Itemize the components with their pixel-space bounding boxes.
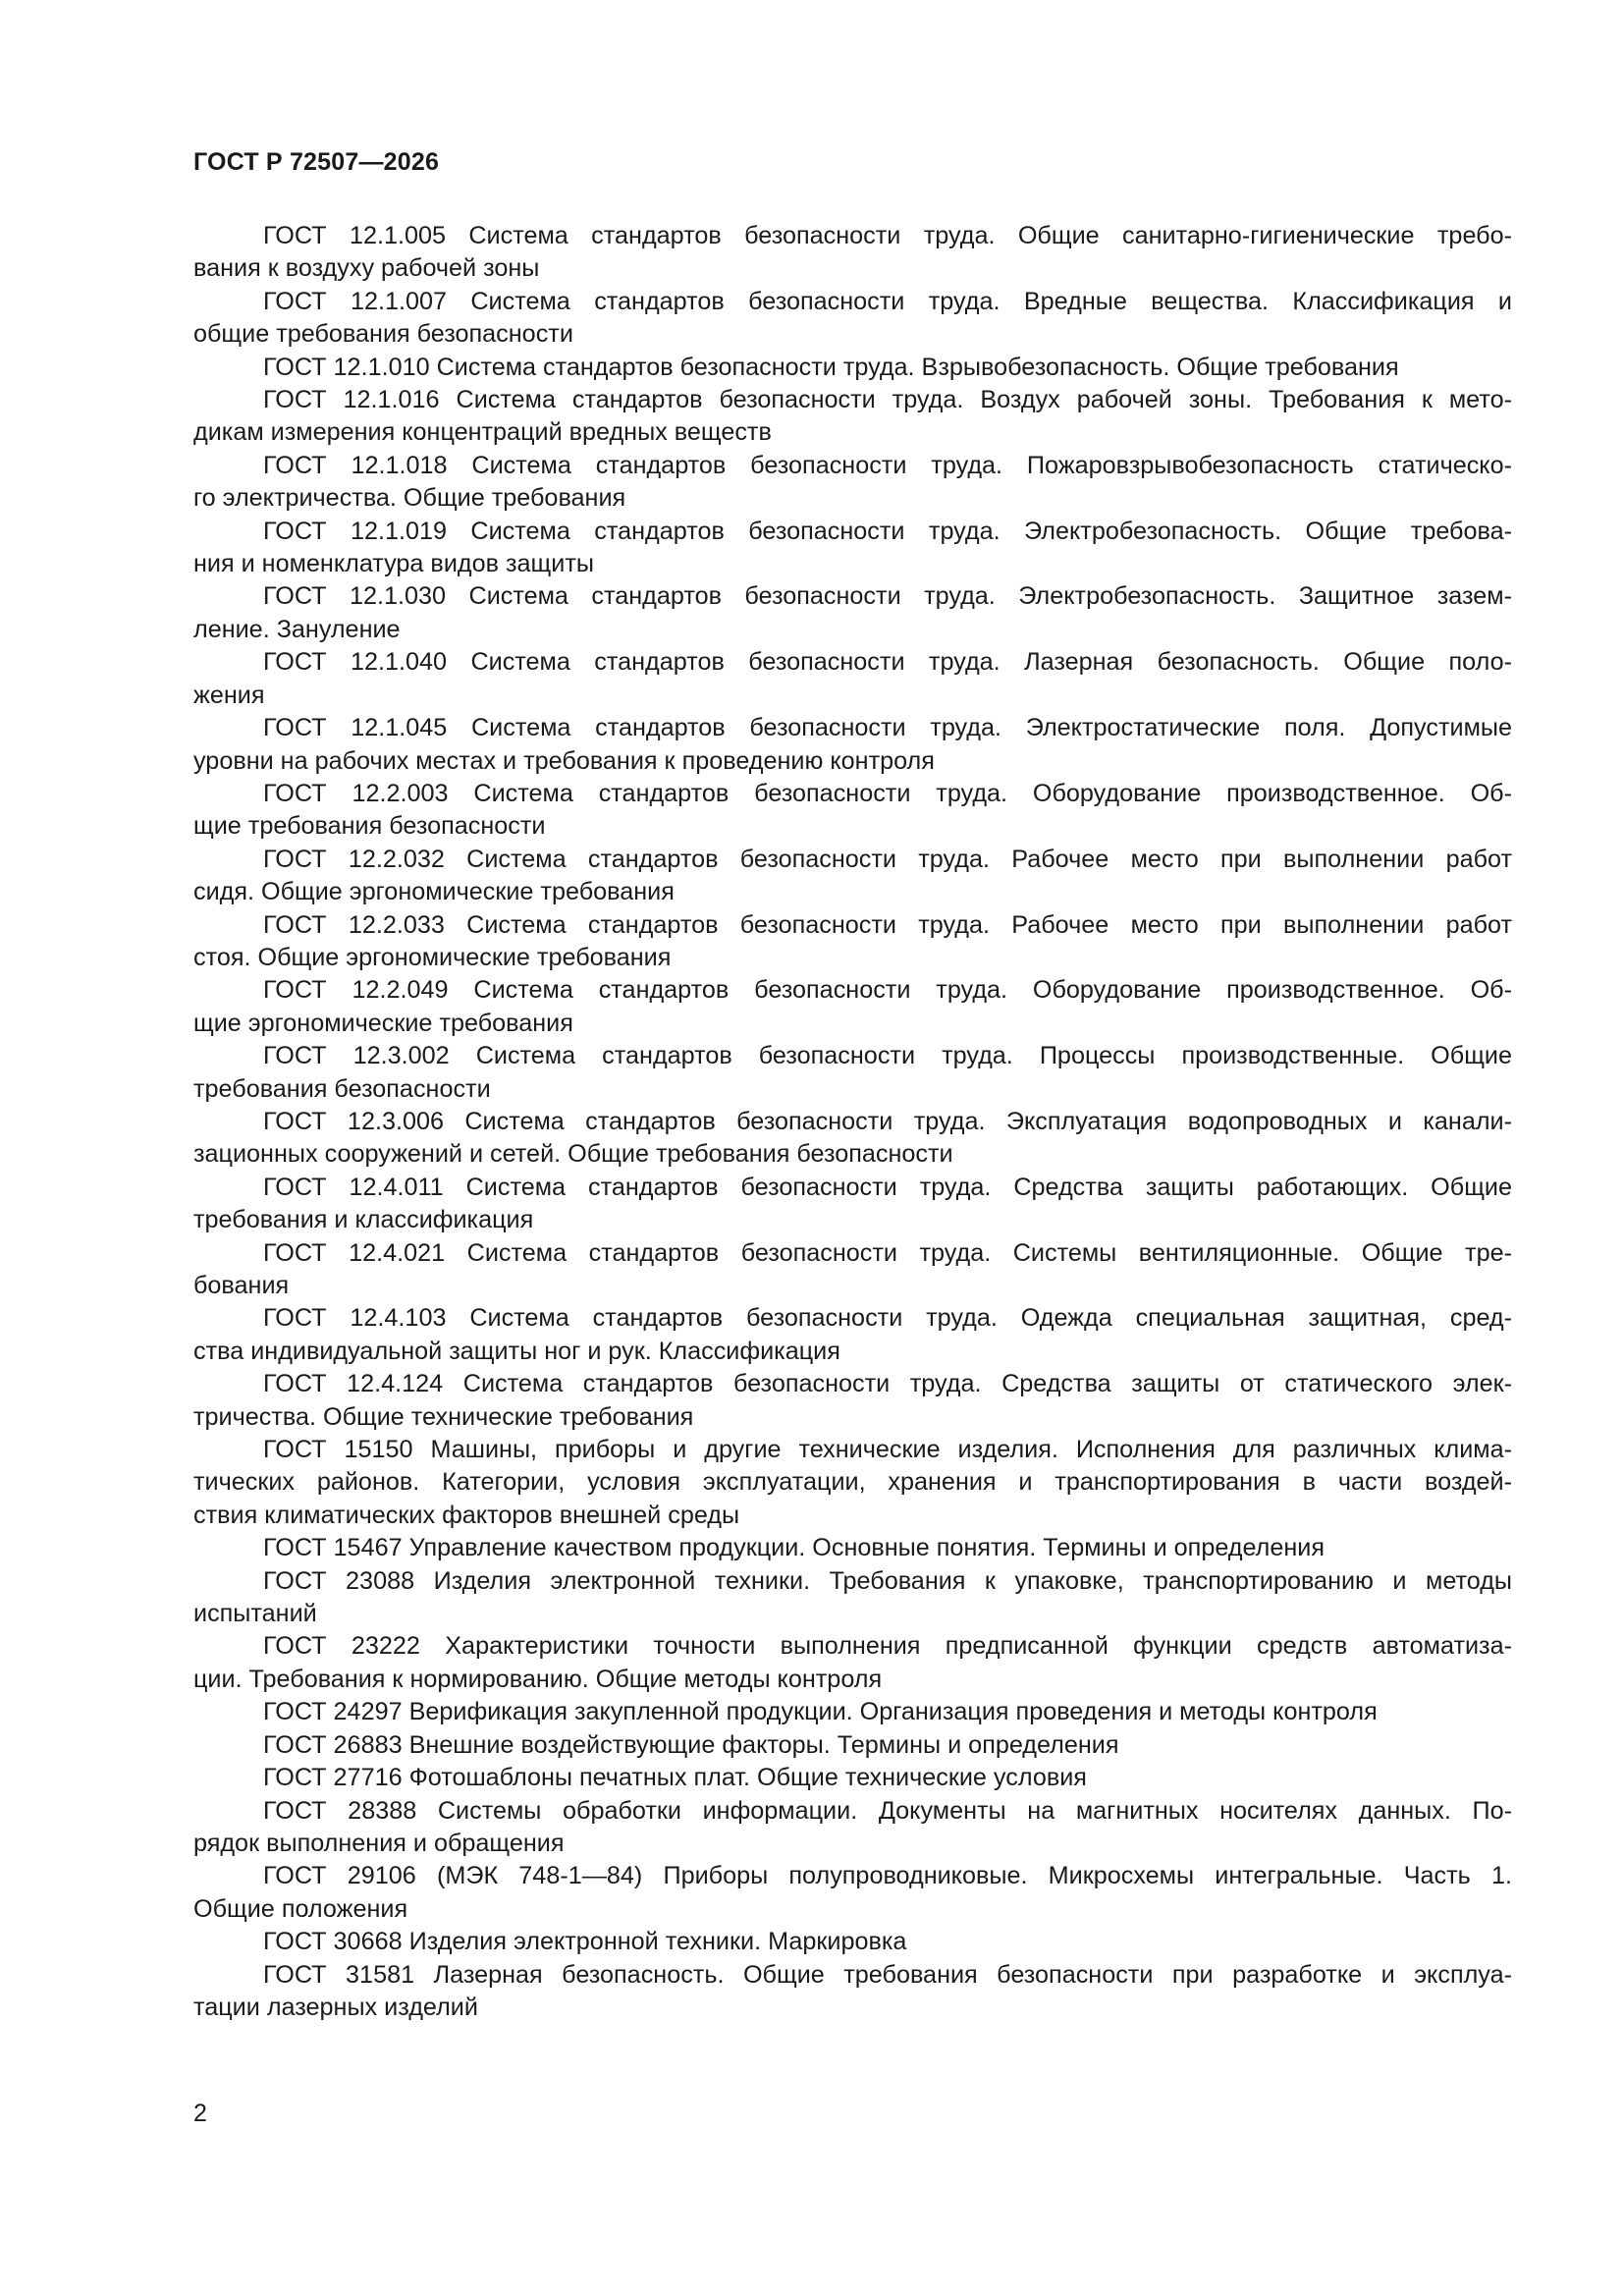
reference-entry bbox=[193, 778, 1512, 844]
reference-line: ГОСТ 24297 Верификация закупленной продукции. Организация проведения и методы контроля bbox=[263, 1698, 1378, 1726]
reference-entry bbox=[193, 580, 1512, 646]
reference-line: зационных сооружений и сетей. Общие требования безопасности bbox=[193, 1140, 953, 1169]
reference-line: требования безопасности bbox=[193, 1074, 491, 1103]
reference-line: бования bbox=[193, 1272, 290, 1299]
reference-line: требования и классификация bbox=[193, 1206, 534, 1234]
reference-entry bbox=[193, 844, 1512, 909]
reference-line: ГОСТ 12.1.019 Система стандартов безопасности труда. Электробезопасность. Общие требова- bbox=[263, 517, 1512, 545]
reference-entry bbox=[193, 516, 1512, 581]
reference-line: тических районов. Категории, условия эксплуатации, хранения и транспортирования в части воздей- bbox=[193, 1468, 1512, 1497]
reference-entry bbox=[193, 974, 1512, 1040]
reference-line: ГОСТ 12.3.002 Система стандартов безопасности труда. Процессы производственные. Общие bbox=[263, 1042, 1512, 1070]
reference-line: ГОСТ 23088 Изделия электронной техники. Требования к упаковке, транспортированию и методы bbox=[263, 1566, 1512, 1595]
reference-entry bbox=[193, 1795, 1512, 1861]
reference-line: жения bbox=[193, 681, 265, 709]
reference-line: ГОСТ 12.2.003 Система стандартов безопасности труда. Оборудование производственное. Об- bbox=[263, 779, 1512, 807]
reference-line: ГОСТ 27716 Фотошаблоны печатных плат. Общие технические условия bbox=[263, 1764, 1087, 1792]
reference-line: ГОСТ 15150 Машины, приборы и другие технические изделия. Исполнения для различных клима- bbox=[263, 1436, 1512, 1464]
reference-line: щие требования безопасности bbox=[193, 812, 546, 841]
reference-line: ции. Требования к нормированию. Общие методы контроля bbox=[193, 1665, 883, 1693]
reference-line: вания к воздуху рабочей зоны bbox=[193, 254, 540, 283]
reference-line: ГОСТ 12.4.011 Система стандартов безопасности труда. Средства защиты работающих. Общие bbox=[263, 1173, 1512, 1201]
page-number: 2 bbox=[193, 2100, 207, 2127]
reference-entry bbox=[193, 352, 1512, 384]
reference-line: го электричества. Общие требования bbox=[193, 484, 626, 513]
reference-entry bbox=[193, 384, 1512, 450]
reference-line: ГОСТ 30668 Изделия электронной техники. Маркировка bbox=[263, 1928, 907, 1956]
reference-line: ГОСТ 29106 (МЭК 748-1—84) Приборы полупроводниковые. Микросхемы интегральные. Часть 1. bbox=[263, 1862, 1512, 1890]
reference-entry bbox=[193, 1106, 1512, 1172]
reference-line: дикам измерения концентраций вредных веществ bbox=[193, 418, 772, 447]
reference-line: ГОСТ 12.1.010 Система стандартов безопасности труда. Взрывобезопасность. Общие требования bbox=[263, 353, 1399, 381]
reference-line: ление. Зануление bbox=[193, 615, 401, 643]
reference-line: ГОСТ 12.1.016 Система стандартов безопасности труда. Воздух рабочей зоны. Требования к мето- bbox=[263, 386, 1512, 414]
reference-entry bbox=[193, 1368, 1512, 1434]
reference-entry bbox=[193, 1762, 1512, 1794]
reference-entry bbox=[193, 450, 1512, 516]
reference-line: ГОСТ 12.1.007 Система стандартов безопасности труда. Вредные вещества. Классификация и bbox=[263, 287, 1512, 315]
reference-line: общие требования безопасности bbox=[193, 320, 573, 349]
reference-entry bbox=[193, 1237, 1512, 1303]
reference-entry bbox=[193, 1926, 1512, 1958]
reference-entry bbox=[193, 1729, 1512, 1762]
reference-line: Общие положения bbox=[193, 1894, 408, 1923]
reference-line: тации лазерных изделий bbox=[193, 1993, 478, 2021]
reference-line: ГОСТ 12.1.005 Система стандартов безопасности труда. Общие санитарно-гигиенические требо- bbox=[263, 222, 1512, 249]
reference-line: ГОСТ 26883 Внешние воздействующие факторы. Термины и определения bbox=[263, 1730, 1119, 1759]
reference-entry bbox=[193, 1696, 1512, 1728]
reference-line: щие эргономические требования bbox=[193, 1009, 573, 1037]
normative-references-list bbox=[193, 220, 1512, 2024]
reference-line: ГОСТ 23222 Характеристики точности выполнения предписанной функции средств автоматиза- bbox=[263, 1632, 1512, 1661]
reference-line: ГОСТ 12.4.103 Система стандартов безопасности труда. Одежда специальная защитная, сред- bbox=[263, 1304, 1512, 1333]
reference-entry bbox=[193, 1565, 1512, 1631]
reference-line: ГОСТ 12.2.049 Система стандартов безопасности труда. Оборудование производственное. Об- bbox=[263, 976, 1512, 1005]
reference-line: ГОСТ 12.2.033 Система стандартов безопасности труда. Рабочее место при выполнении работ bbox=[263, 910, 1512, 939]
reference-entry bbox=[193, 1172, 1512, 1237]
reference-line: ства индивидуальной защиты ног и рук. Классификация bbox=[193, 1337, 840, 1365]
reference-line: ГОСТ 12.2.032 Система стандартов безопасности труда. Рабочее место при выполнении работ bbox=[263, 845, 1512, 873]
reference-line: ГОСТ 12.1.018 Система стандартов безопасности труда. Пожаровзрывобезопасность статическо- bbox=[263, 451, 1512, 479]
reference-entry bbox=[193, 909, 1512, 975]
reference-line: ГОСТ 12.1.030 Система стандартов безопасности труда. Электробезопасность. Защитное зазем- bbox=[263, 582, 1512, 611]
reference-line: стоя. Общие эргономические требования bbox=[193, 943, 672, 971]
reference-entry bbox=[193, 1040, 1512, 1106]
document-header: ГОСТ Р 72507—2026 bbox=[193, 148, 440, 176]
reference-line: ГОСТ 12.1.045 Система стандартов безопасности труда. Электростатические поля. Допустимые bbox=[263, 714, 1512, 742]
reference-line: ГОСТ 12.4.021 Система стандартов безопасности труда. Системы вентиляционные. Общие тре- bbox=[263, 1238, 1512, 1267]
reference-entry bbox=[193, 1860, 1512, 1926]
reference-entry bbox=[193, 220, 1512, 286]
reference-line: ГОСТ 28388 Системы обработки информации. Документы на магнитных носителях данных. По- bbox=[263, 1796, 1512, 1825]
reference-line: тричества. Общие технические требования bbox=[193, 1402, 694, 1431]
reference-entry bbox=[193, 1959, 1512, 2025]
reference-line: ствия климатических факторов внешней среды bbox=[193, 1501, 740, 1529]
reference-line: сидя. Общие эргономические требования bbox=[193, 878, 675, 906]
reference-line: уровни на рабочих местах и требования к проведению контроля bbox=[193, 746, 935, 775]
reference-entry bbox=[193, 286, 1512, 352]
reference-entry bbox=[193, 1434, 1512, 1532]
reference-entry bbox=[193, 1302, 1512, 1368]
reference-line: ГОСТ 12.4.124 Система стандартов безопасности труда. Средства защиты от статического элек- bbox=[263, 1370, 1512, 1398]
reference-line: ГОСТ 15467 Управление качеством продукции. Основные понятия. Термины и определения bbox=[263, 1534, 1325, 1562]
reference-line: испытаний bbox=[193, 1600, 317, 1628]
reference-line: ГОСТ 12.1.040 Система стандартов безопасности труда. Лазерная безопасность. Общие поло- bbox=[263, 648, 1512, 677]
reference-line: ГОСТ 31581 Лазерная безопасность. Общие требования безопасности при разработке и эксплуа- bbox=[263, 1960, 1512, 1989]
reference-entry bbox=[193, 646, 1512, 712]
reference-line: рядок выполнения и обращения bbox=[193, 1829, 565, 1857]
reference-line: ния и номенклатура видов защиты bbox=[193, 550, 594, 578]
reference-entry bbox=[193, 1630, 1512, 1696]
reference-line: ГОСТ 12.3.006 Система стандартов безопасности труда. Эксплуатация водопроводных и канали- bbox=[263, 1107, 1512, 1135]
reference-entry bbox=[193, 712, 1512, 778]
reference-entry bbox=[193, 1532, 1512, 1564]
